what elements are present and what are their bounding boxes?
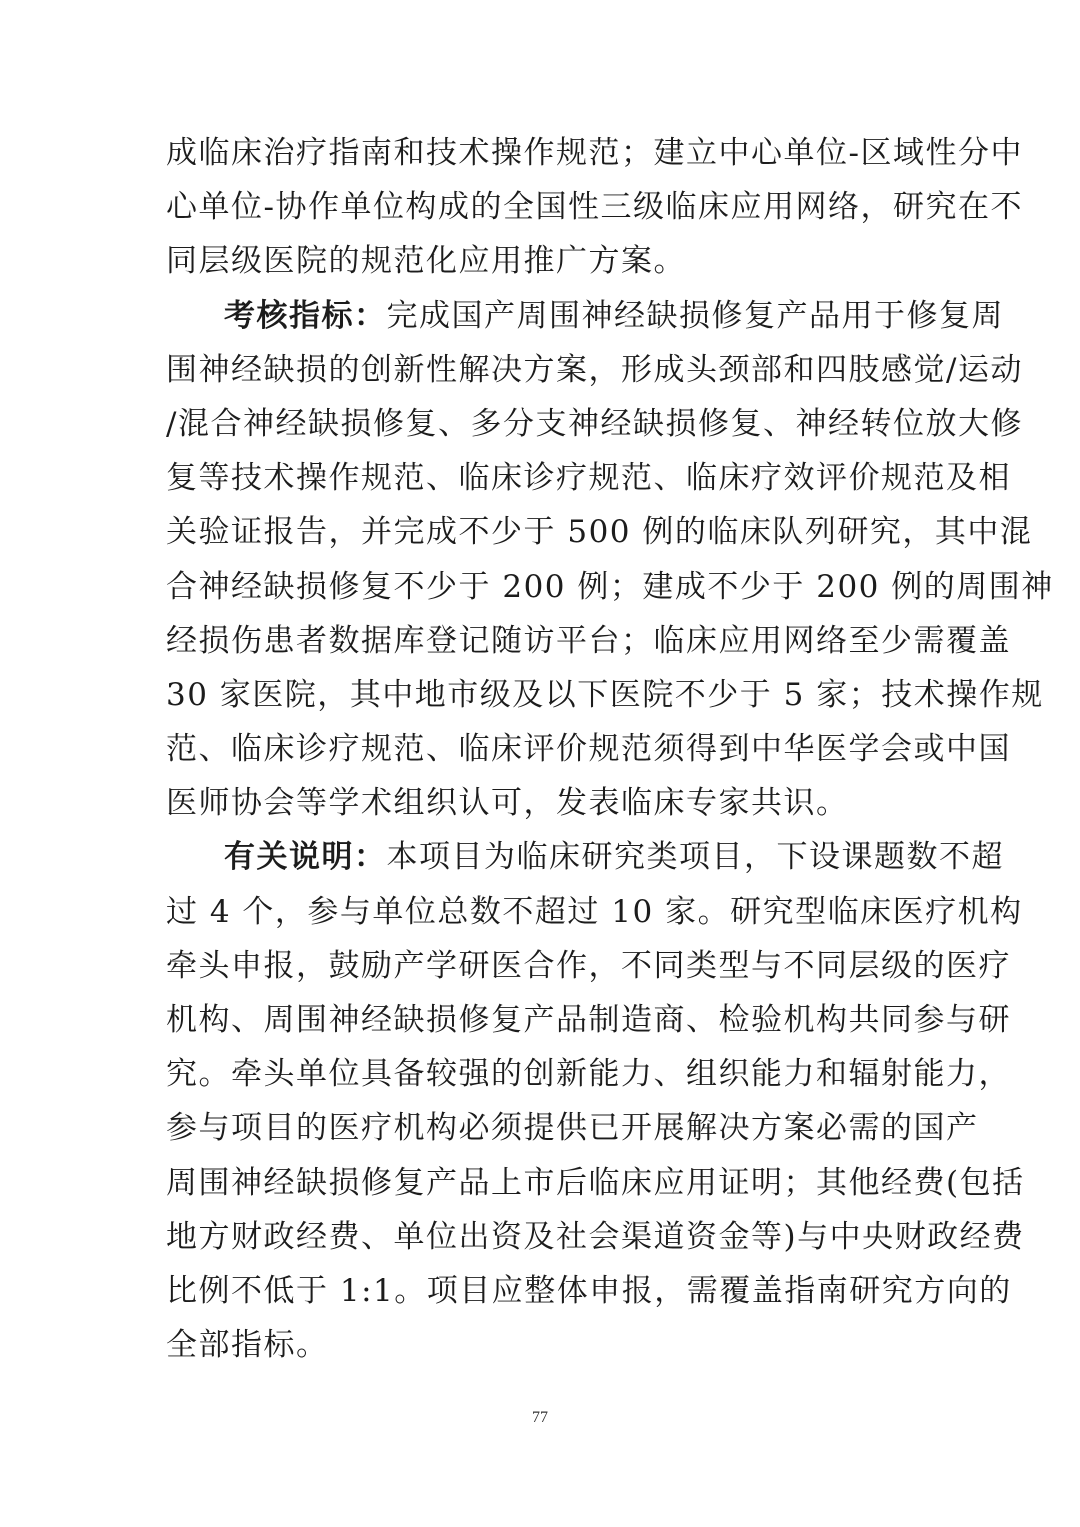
notes-first-line <box>166 830 1004 884</box>
text-fragment: 本项目为临床研究类项目，下设课题数不超 <box>386 839 1004 876</box>
text-line: 周围神经缺损修复产品上市后临床应用证明；其他经费(包括 <box>166 1164 1025 1201</box>
text-line: 30 家医院，其中地市级及以下医院不少于 5 家；技术操作规 <box>166 676 1044 713</box>
text-line: 范、临床诊疗规范、临床评价规范须得到中华医学会或中国 <box>166 731 1011 768</box>
body-text <box>166 126 1054 1372</box>
text-line: /混合神经缺损修复、多分支神经缺损修复、神经转位放大修 <box>166 405 1023 442</box>
text-line: 全部指标。 <box>166 1327 329 1364</box>
text-fragment: 完成国产周围神经缺损修复产品用于修复周 <box>386 297 1004 334</box>
text-line: 同层级医院的规范化应用推广方案。 <box>166 243 686 280</box>
text-line: 经损伤患者数据库登记随访平台；临床应用网络至少需覆盖 <box>166 622 1011 659</box>
text-line: 牵头申报，鼓励产学研医合作，不同类型与不同层级的医疗 <box>166 947 1011 984</box>
text-line: 心单位-协作单位构成的全国性三级临床应用网络，研究在不 <box>166 189 1023 226</box>
text-line: 复等技术操作规范、临床诊疗规范、临床疗效评价规范及相 <box>166 460 1011 497</box>
text-line: 究。牵头单位具备较强的创新能力、组织能力和辐射能力， <box>166 1056 1011 1093</box>
assessment-first-line <box>166 289 1004 343</box>
text-line: 过 4 个，参与单位总数不超过 10 家。研究型临床医疗机构 <box>166 893 1023 930</box>
text-line: 比例不低于 1:1。项目应整体申报，需覆盖指南研究方向的 <box>166 1272 1012 1309</box>
page-number: 77 <box>532 1409 548 1426</box>
text-line: 关验证报告，并完成不少于 500 例的临床队列研究，其中混 <box>166 514 1033 551</box>
assessment-heading: 考核指标： <box>224 297 387 334</box>
text-line: 机构、周围神经缺损修复产品制造商、检验机构共同参与研 <box>166 1002 1011 1038</box>
text-line: 医师协会等学术组织认可，发表临床专家共识。 <box>166 785 849 822</box>
text-line: 成临床治疗指南和技术操作规范；建立中心单位-区域性分中 <box>166 135 1023 171</box>
notes-heading: 有关说明： <box>224 839 387 876</box>
text-line: 围神经缺损的创新性解决方案，形成头颈部和四肢感觉/运动 <box>166 351 1023 388</box>
text-line: 参与项目的医疗机构必须提供已开展解决方案必需的国产 <box>166 1110 979 1147</box>
text-line: 合神经缺损修复不少于 200 例；建成不少于 200 例的周围神 <box>166 568 1054 605</box>
text-line: 地方财政经费、单位出资及社会渠道资金等)与中央财政经费 <box>166 1218 1025 1255</box>
